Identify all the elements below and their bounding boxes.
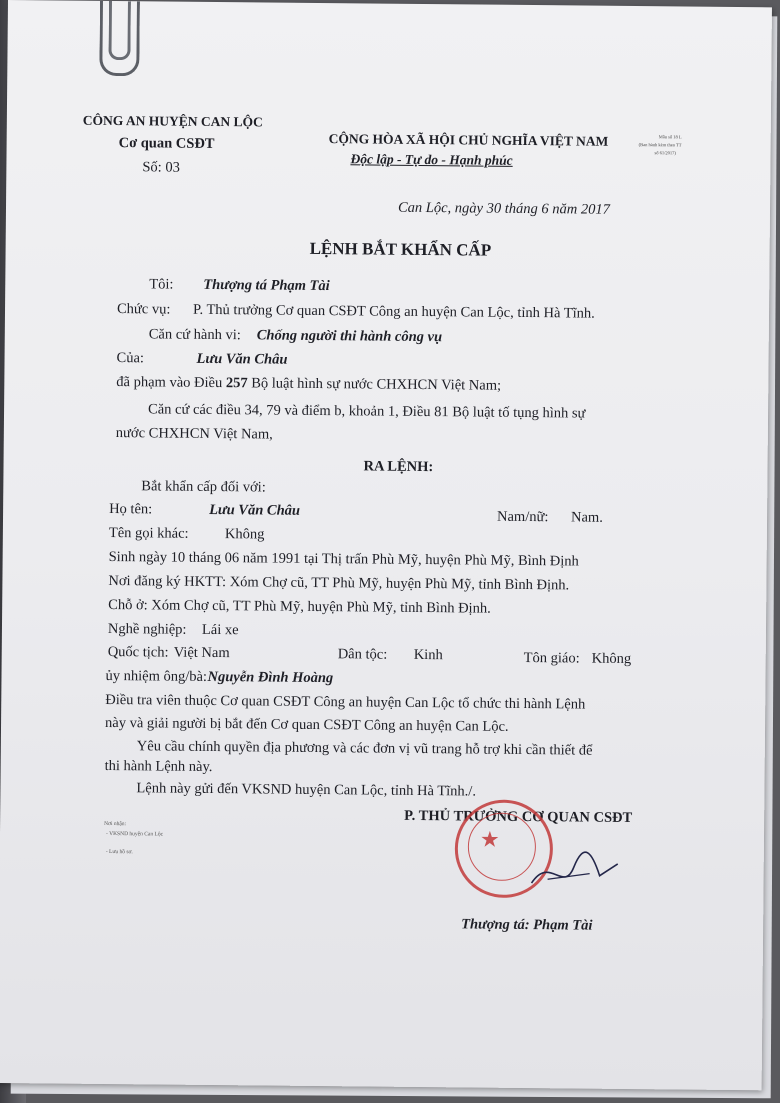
violation-line — [116, 374, 501, 395]
issuer-name: Thượng tá Phạm Tài — [203, 276, 330, 295]
paper-clip-inner — [108, 1, 131, 60]
signer-name: Thượng tá: Phạm Tài — [461, 916, 593, 934]
nation-name: CỘNG HÒA XÃ HỘI CHỦ NGHĨA VIỆT NAM — [328, 131, 609, 149]
alias-label: Tên gọi khác: — [108, 524, 189, 542]
violation-prefix: đã phạm vào Điều — [116, 374, 223, 392]
assign-line-5: Lệnh này gửi đến VKSND huyện Can Lộc, tỉnh Hà Tĩnh./. — [136, 780, 477, 800]
gender-label: Nam/nữ: — [496, 508, 549, 526]
seal-inner-ring — [468, 812, 537, 881]
violation-article: 257 — [225, 375, 248, 392]
document-title: LỆNH BẮT KHẨN CẤP — [309, 238, 492, 260]
ethnic-label: Dân tộc: — [337, 646, 388, 663]
signature-title: P. THỦ TRƯỞNG CƠ QUAN CSĐT — [404, 807, 633, 827]
religion-value: Không — [591, 650, 632, 668]
place-date: Can Lộc, ngày 30 tháng 6 năm 2017 — [397, 199, 610, 218]
alias-value: Không — [224, 526, 265, 543]
assign-label: ủy nhiệm ông/bà: — [105, 667, 208, 685]
assign-line-4: thi hành Lệnh này. — [104, 757, 213, 775]
ethnic-value: Kinh — [413, 646, 443, 664]
assign-name: Nguyễn Đình Hoàng — [207, 668, 334, 687]
nation-motto: Độc lập - Tự do - Hạnh phúc — [350, 151, 513, 168]
gender-value: Nam. — [570, 509, 603, 526]
act-prefix: Căn cứ hành vi: — [148, 326, 241, 344]
recipient-item: - VKSND huyện Can Lộc — [105, 830, 164, 838]
recipient-item: - Lưu hồ sơ. — [105, 848, 133, 856]
act-text: Chống người thi hành công vụ — [256, 327, 443, 346]
birth-info: Sinh ngày 10 tháng 06 năm 1991 tại Thị trấn Phù Mỹ, huyện Phù Mỹ, Bình Định — [108, 548, 579, 570]
assign-line-3: Yêu cầu chính quyền địa phương và các đơn vị vũ trang hỗ trợ khi cần thiết để — [136, 738, 593, 759]
current-address: Chỗ ở: Xóm Chợ cũ, TT Phù Mỹ, huyện Phù Mỹ, tỉnh Bình Định. — [108, 596, 491, 617]
issuer-label: Tôi: — [149, 276, 174, 293]
law-basis-line-2: nước CHXHCN Việt Nam, — [115, 425, 273, 443]
order-heading: RA LỆNH: — [363, 458, 434, 476]
form-note-3: số 61/2017) — [654, 150, 676, 156]
religion-label: Tôn giáo: — [523, 649, 580, 667]
agency-name: CÔNG AN HUYỆN CAN LỘC — [82, 112, 263, 130]
seal-star-icon: ★ — [479, 826, 500, 852]
position-text: P. Thủ trưởng Cơ quan CSĐT Công an huyện Can Lộc, tỉnh Hà Tĩnh. — [192, 301, 595, 322]
position-label: Chức vụ: — [116, 301, 171, 318]
nationality-label: Quốc tịch: — [107, 643, 169, 661]
residence-info: Nơi đăng ký HKTT: Xóm Chợ cũ, TT Phù Mỹ, huyện Phù Mỹ, tỉnh Bình Định. — [108, 572, 570, 594]
subject-intro: Bắt khẩn cấp đối với: — [141, 478, 266, 496]
document-number: Số: 03 — [142, 159, 180, 176]
of-name: Lưu Văn Châu — [196, 350, 288, 368]
of-label: Của: — [116, 350, 145, 367]
nationality-value: Việt Nam — [173, 644, 230, 662]
form-note-1: Mẫu số 18 L — [658, 134, 682, 140]
form-note-2: (Ban hành kèm theo TT — [638, 142, 682, 148]
recipients-label: Nơi nhận: — [104, 820, 127, 828]
handwritten-signature — [529, 845, 619, 896]
violation-suffix: Bộ luật hình sự nước CHXHCN Việt Nam; — [251, 375, 502, 394]
assign-line-2: này và giải người bị bắt đến Cơ quan CSĐT Công an huyện Can Lộc. — [104, 714, 509, 735]
law-basis-line-1: Căn cứ các điều 34, 79 và điểm b, khoản 1, Điều 81 Bộ luật tố tụng hình sự — [148, 401, 586, 422]
subject-name-label: Họ tên: — [109, 500, 153, 518]
job-value: Lái xe — [201, 621, 239, 639]
subject-name: Lưu Văn Châu — [209, 501, 301, 519]
office-name: Cơ quan CSĐT — [118, 135, 215, 152]
job-label: Nghề nghiệp: — [107, 620, 187, 638]
assign-line-1: Điều tra viên thuộc Cơ quan CSĐT Công an huyện Can Lộc tổ chức thi hành Lệnh — [105, 691, 586, 713]
